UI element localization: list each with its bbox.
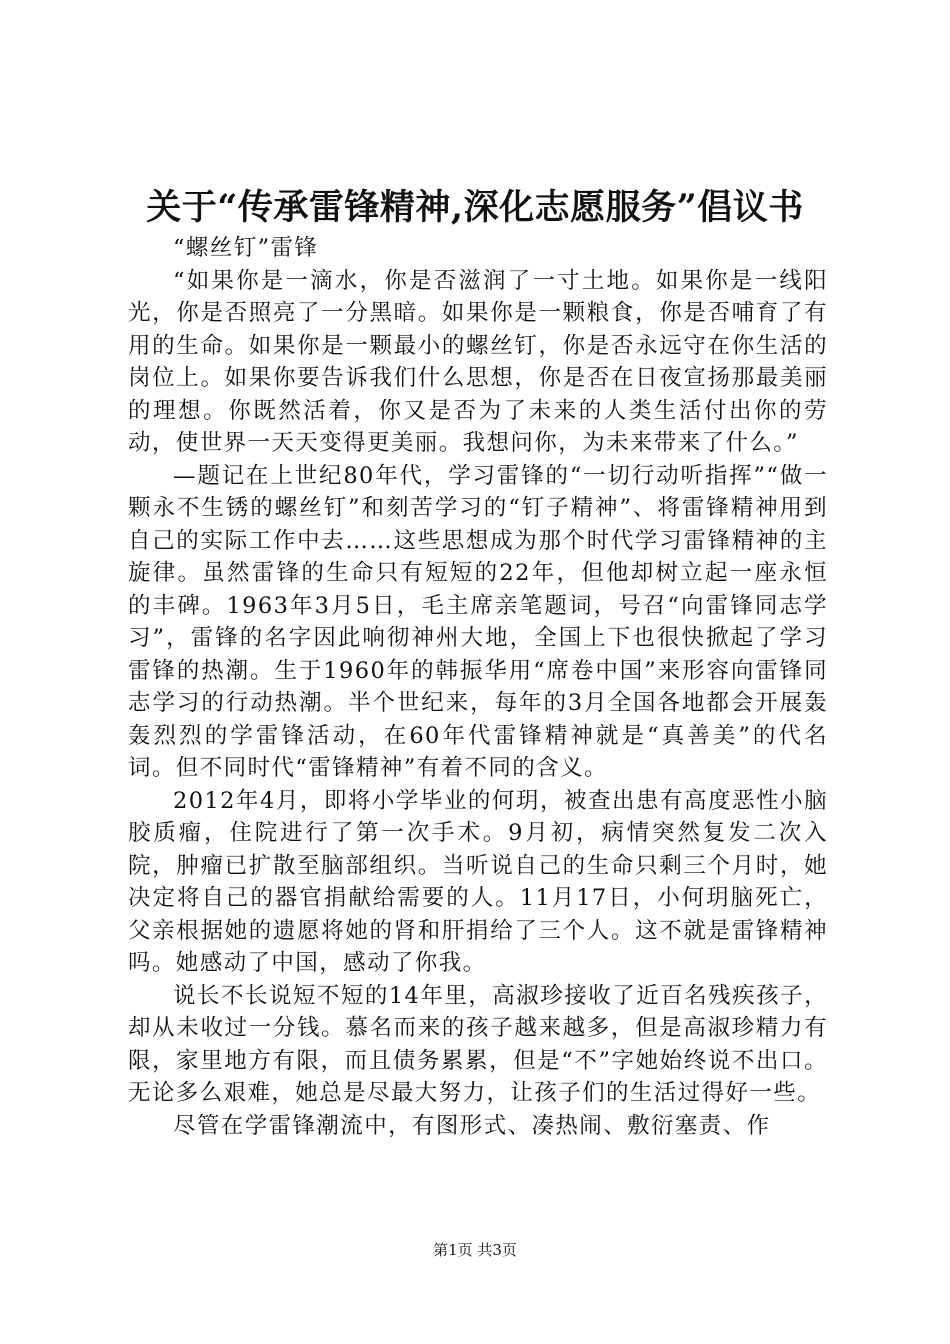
page-number-footer: 第1页 共3页 [433,1241,517,1259]
paragraph-continued: 尽管在学雷锋潮流中，有图形式、凑热闹、敷衍塞责、作 [173,1112,771,1139]
paragraph-he-yue: 2012年4月，即将小学毕业的何玥，被查出患有高度恶性小脑胶质瘤，住院进行了第一次手术。9月初，病情突然复发二次入院，肿瘤已扩散至脑部组织。当听说自己的生命只剩三个月时，她决定将自己的器官捐献给需要的人。11月17日，小何玥脑死亡，父亲根据她的遗愿将她的肾和肝捐给了三个人。这不就是雷锋精神吗。她感动了中国，感动了你我。 [128,787,828,976]
document-body [128,232,828,1142]
paragraph-gao-shuzhen: 说长不长说短不短的14年里，高淑珍接收了近百名残疾孩子，却从未收过一分钱。慕名而来的孩子越来越多，但是高淑珍精力有限，家里地方有限，而且债务累累，但是“不”字她始终说不出口。无论多么艰难，她总是尽最大努力，让孩子们的生活过得好一些。 [128,982,828,1106]
document-title: 关于“传承雷锋精神,深化志愿服务”倡议书 [146,187,804,228]
section-subheading: “螺丝钉”雷锋 [173,235,319,261]
paragraph-epigraph: “如果你是一滴水，你是否滋润了一寸土地。如果你是一线阳光，你是否照亮了一分黑暗。如果你是一颗粮食，你是否哺育了有用的生命。如果你是一颗最小的螺丝钉，你是否永远守在你生活的岗位上。如果你要告诉我们什么思想，你是否在日夜宣扬那最美丽的理想。你既然活着，你又是否为了未来的人类生活付出你的劳动，使世界一天天变得更美丽。我想问你，为未来带来了什么。” [128,267,828,456]
paragraph-history: —题记在上世纪80年代，学习雷锋的“一切行动听指挥”“做一颗永不生锈的螺丝钉”和刻苦学习的“钉子精神”、将雷锋精神用到自己的实际工作中去……这些思想成为那个时代学习雷锋精神的主旋律。虽然雷锋的生命只有短短的22年，但他却树立起一座永恒的丰碑。1963年3月5日，毛主席亲笔题词，号召“向雷锋同志学习”，雷锋的名字因此响彻神州大地，全国上下也很快掀起了学习雷锋的热潮。生于1960年的韩振华用“席卷中国”来形容向雷锋同志学习的行动热潮。半个世纪来，每年的3月全国各地都会开展轰轰烈烈的学雷锋活动，在60年代雷锋精神就是“真善美”的代名词。但不同时代“雷锋精神”有着不同的含义。 [128,462,828,781]
